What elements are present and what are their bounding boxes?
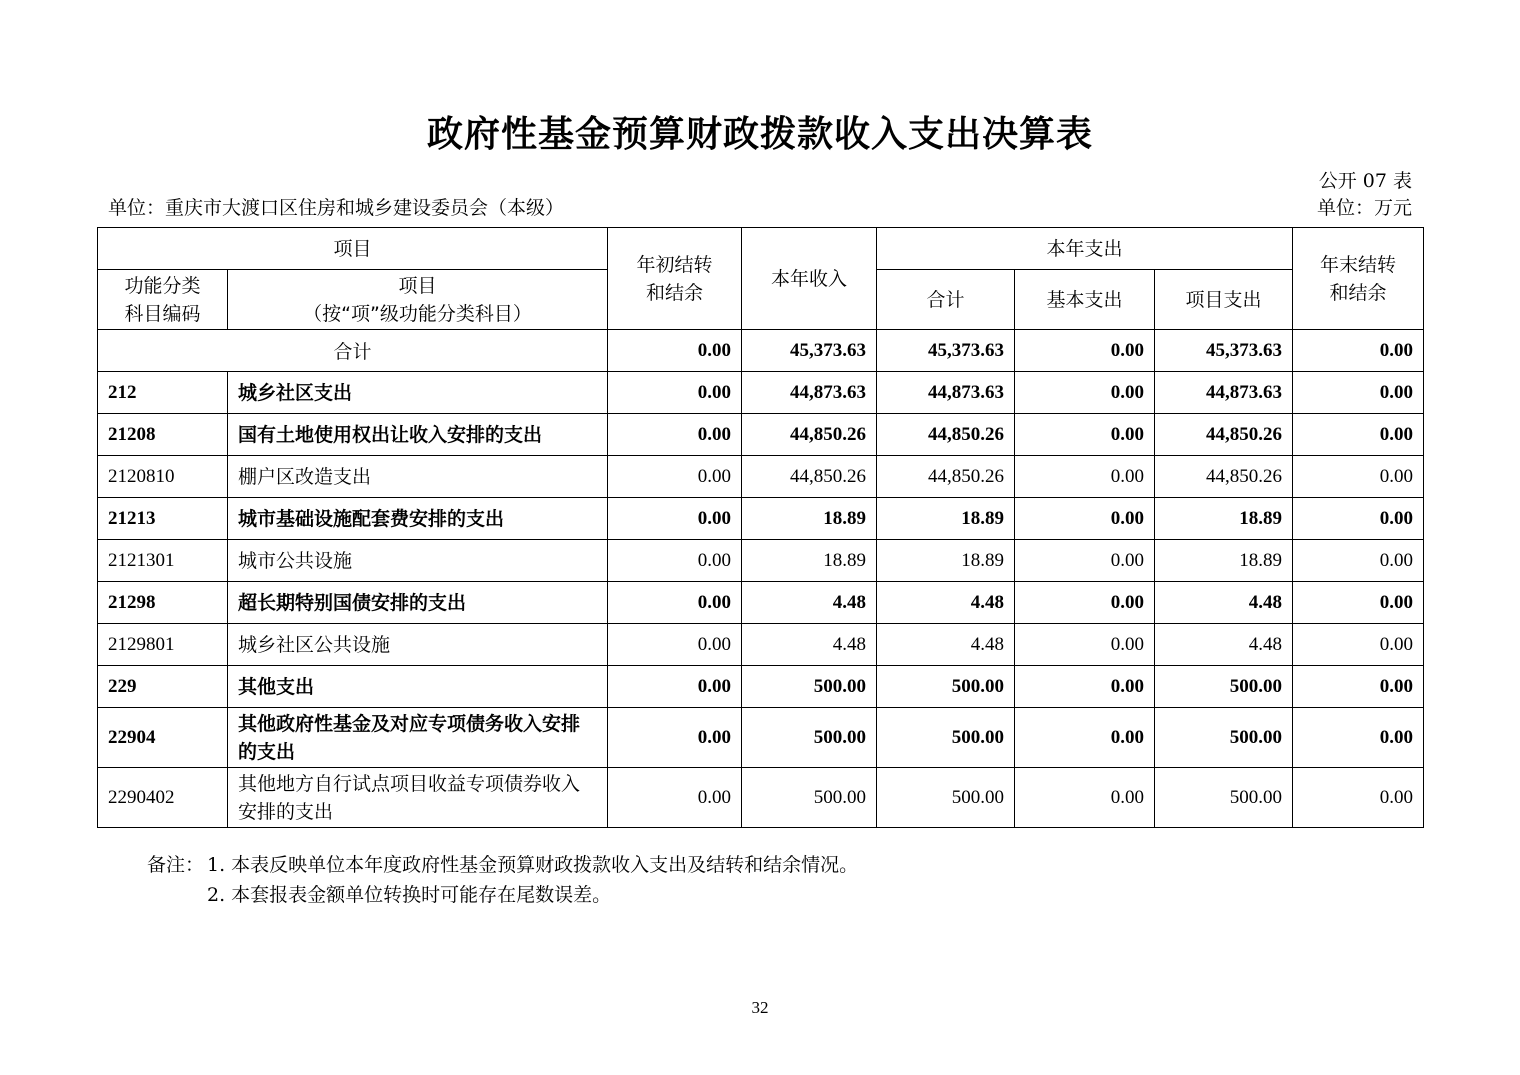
- row-expense-total: 4.48: [877, 624, 1015, 666]
- table-row: [98, 414, 1424, 456]
- row-end-balance: 0.00: [1293, 582, 1424, 624]
- row-name: 其他政府性基金及对应专项债务收入安排的支出: [228, 708, 608, 768]
- row-code: 22904: [98, 708, 228, 768]
- row-expense-basic: 0.00: [1015, 372, 1155, 414]
- row-income: 18.89: [742, 540, 877, 582]
- row-expense-total: 18.89: [877, 540, 1015, 582]
- table-row: [98, 372, 1424, 414]
- row-name: 城乡社区支出: [228, 372, 608, 414]
- row-expense-total: 4.48: [877, 582, 1015, 624]
- row-end-balance: 0.00: [1293, 666, 1424, 708]
- row-begin-balance: 0.00: [608, 582, 742, 624]
- currency-unit: 单位：万元: [1316, 197, 1412, 219]
- row-expense-basic: 0.00: [1015, 666, 1155, 708]
- table-row: [98, 456, 1424, 498]
- table-row: [98, 768, 1424, 828]
- row-begin-balance: 0.00: [608, 624, 742, 666]
- row-expense-total: 44,873.63: [877, 372, 1015, 414]
- row-expense-total: 44,850.26: [877, 456, 1015, 498]
- row-income: 18.89: [742, 498, 877, 540]
- total-label: 合计: [98, 330, 608, 372]
- row-code: 21208: [98, 414, 228, 456]
- row-begin-balance: 0.00: [608, 540, 742, 582]
- row-expense-project: 500.00: [1155, 708, 1293, 768]
- row-expense-basic: 0.00: [1015, 414, 1155, 456]
- table-row: [98, 624, 1424, 666]
- total-expense-basic: 0.00: [1015, 330, 1155, 372]
- header-expense-basic: 基本支出: [1015, 270, 1155, 330]
- row-expense-project: 4.48: [1155, 624, 1293, 666]
- row-expense-project: 44,873.63: [1155, 372, 1293, 414]
- row-end-balance: 0.00: [1293, 768, 1424, 828]
- row-code: 21213: [98, 498, 228, 540]
- row-expense-project: 500.00: [1155, 768, 1293, 828]
- row-begin-balance: 0.00: [608, 372, 742, 414]
- row-end-balance: 0.00: [1293, 414, 1424, 456]
- row-begin-balance: 0.00: [608, 768, 742, 828]
- row-income: 500.00: [742, 666, 877, 708]
- row-code: 2129801: [98, 624, 228, 666]
- row-income: 44,850.26: [742, 456, 877, 498]
- total-begin-balance: 0.00: [608, 330, 742, 372]
- notes-label: 备注：: [147, 854, 205, 876]
- row-code: 2121301: [98, 540, 228, 582]
- total-end-balance: 0.00: [1293, 330, 1424, 372]
- row-end-balance: 0.00: [1293, 624, 1424, 666]
- total-row: [98, 330, 1424, 372]
- row-name: 超长期特别国债安排的支出: [228, 582, 608, 624]
- row-begin-balance: 0.00: [608, 456, 742, 498]
- row-code: 2290402: [98, 768, 228, 828]
- row-code: 212: [98, 372, 228, 414]
- row-expense-basic: 0.00: [1015, 582, 1155, 624]
- row-end-balance: 0.00: [1293, 708, 1424, 768]
- header-expense-total: 合计: [877, 270, 1015, 330]
- header-income: 本年收入: [742, 228, 877, 330]
- row-begin-balance: 0.00: [608, 414, 742, 456]
- row-end-balance: 0.00: [1293, 456, 1424, 498]
- table-row: [98, 582, 1424, 624]
- row-expense-basic: 0.00: [1015, 498, 1155, 540]
- row-expense-project: 44,850.26: [1155, 414, 1293, 456]
- note-item: 1. 本表反映单位本年度政府性基金预算财政拨款收入支出及结转和结余情况。: [207, 854, 859, 876]
- row-end-balance: 0.00: [1293, 498, 1424, 540]
- row-expense-project: 18.89: [1155, 540, 1293, 582]
- row-begin-balance: 0.00: [608, 666, 742, 708]
- row-expense-basic: 0.00: [1015, 768, 1155, 828]
- budget-table: [97, 227, 1424, 828]
- table-row: [98, 708, 1424, 768]
- row-income: 4.48: [742, 624, 877, 666]
- row-begin-balance: 0.00: [608, 708, 742, 768]
- total-expense-total: 45,373.63: [877, 330, 1015, 372]
- row-expense-basic: 0.00: [1015, 456, 1155, 498]
- row-name: 城市基础设施配套费安排的支出: [228, 498, 608, 540]
- row-name: 棚户区改造支出: [228, 456, 608, 498]
- row-expense-project: 500.00: [1155, 666, 1293, 708]
- row-expense-total: 500.00: [877, 708, 1015, 768]
- row-income: 500.00: [742, 768, 877, 828]
- row-code: 229: [98, 666, 228, 708]
- row-code: 2120810: [98, 456, 228, 498]
- row-expense-project: 4.48: [1155, 582, 1293, 624]
- header-begin-balance: 年初结转 和结余: [608, 228, 742, 330]
- page-title: 政府性基金预算财政拨款收入支出决算表: [426, 114, 1093, 155]
- table-number: 公开 07 表: [1318, 170, 1412, 192]
- row-income: 44,873.63: [742, 372, 877, 414]
- row-expense-project: 44,850.26: [1155, 456, 1293, 498]
- row-begin-balance: 0.00: [608, 498, 742, 540]
- total-income: 45,373.63: [742, 330, 877, 372]
- row-income: 44,850.26: [742, 414, 877, 456]
- row-name: 国有土地使用权出让收入安排的支出: [228, 414, 608, 456]
- row-code: 21298: [98, 582, 228, 624]
- page-number: 32: [751, 998, 769, 1017]
- header-project: 项目: [98, 228, 608, 270]
- organization-unit: 单位：重庆市大渡口区住房和城乡建设委员会（本级）: [108, 197, 565, 219]
- row-end-balance: 0.00: [1293, 540, 1424, 582]
- row-income: 4.48: [742, 582, 877, 624]
- row-expense-total: 18.89: [877, 498, 1015, 540]
- table-row: [98, 666, 1424, 708]
- header-code: 功能分类 科目编码: [98, 270, 228, 330]
- row-name: 城乡社区公共设施: [228, 624, 608, 666]
- row-name: 其他地方自行试点项目收益专项债券收入安排的支出: [228, 768, 608, 828]
- row-expense-total: 44,850.26: [877, 414, 1015, 456]
- header-end-balance: 年末结转 和结余: [1293, 228, 1424, 330]
- notes: [147, 850, 858, 910]
- table-row: [98, 498, 1424, 540]
- header-expense-group: 本年支出: [877, 228, 1293, 270]
- row-expense-basic: 0.00: [1015, 708, 1155, 768]
- row-expense-total: 500.00: [877, 666, 1015, 708]
- row-income: 500.00: [742, 708, 877, 768]
- row-end-balance: 0.00: [1293, 372, 1424, 414]
- row-expense-basic: 0.00: [1015, 540, 1155, 582]
- row-expense-basic: 0.00: [1015, 624, 1155, 666]
- note-item: 2. 本套报表金额单位转换时可能存在尾数误差。: [207, 884, 612, 906]
- row-name: 城市公共设施: [228, 540, 608, 582]
- total-expense-project: 45,373.63: [1155, 330, 1293, 372]
- table-row: [98, 540, 1424, 582]
- header-name: 项目 （按“项”级功能分类科目）: [228, 270, 608, 330]
- row-name: 其他支出: [228, 666, 608, 708]
- row-expense-total: 500.00: [877, 768, 1015, 828]
- row-expense-project: 18.89: [1155, 498, 1293, 540]
- header-expense-project: 项目支出: [1155, 270, 1293, 330]
